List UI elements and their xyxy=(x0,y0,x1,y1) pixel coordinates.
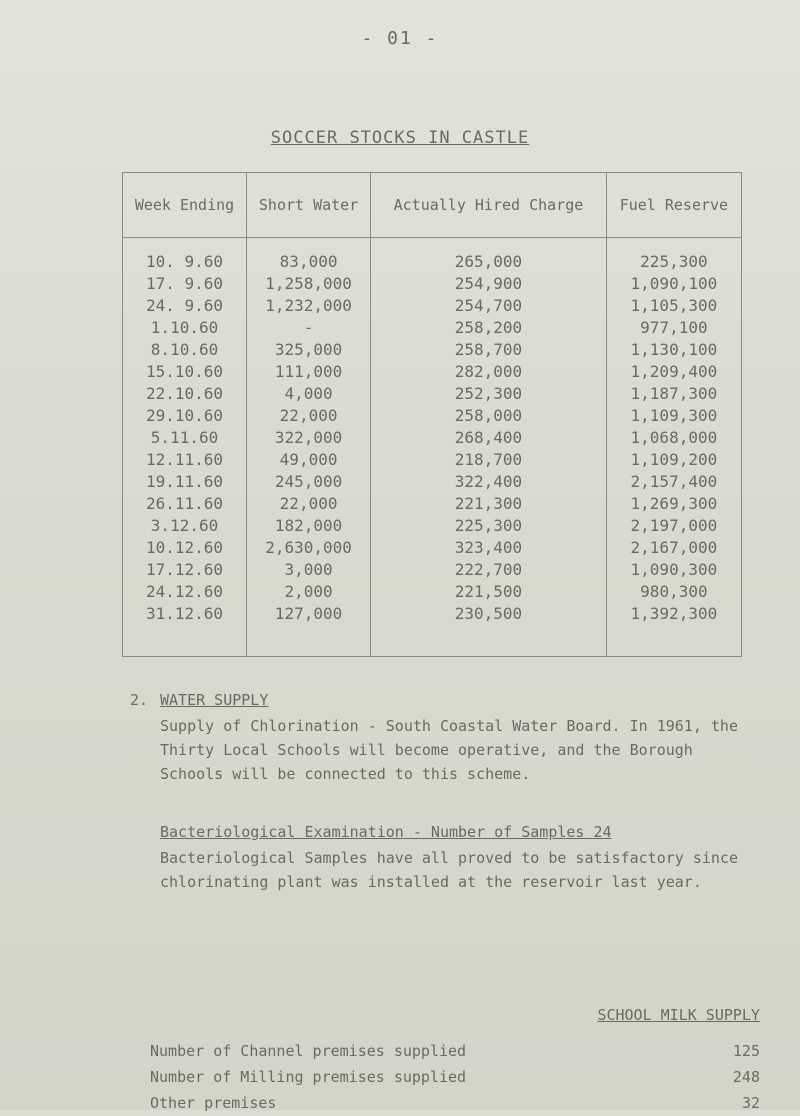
table-cell: 265,000 xyxy=(371,238,607,275)
table-cell: 268,400 xyxy=(371,428,607,450)
table-cell: 1,068,000 xyxy=(606,428,741,450)
table-cell: 222,700 xyxy=(371,560,607,582)
table-cell: 2,157,400 xyxy=(606,472,741,494)
section-number: 2. xyxy=(130,691,149,709)
table-row xyxy=(123,450,742,472)
table-cell: 31.12.60 xyxy=(123,604,247,626)
table-cell: 1,109,200 xyxy=(606,450,741,472)
page-number: - 01 - xyxy=(361,28,439,49)
table-cell: 49,000 xyxy=(247,450,371,472)
section-title: SCHOOL MILK SUPPLY xyxy=(597,1006,760,1024)
table-row xyxy=(123,362,742,384)
table-cell: 1,187,300 xyxy=(606,384,741,406)
table-cell: 1,258,000 xyxy=(247,274,371,296)
table-cell: 1,209,400 xyxy=(606,362,741,384)
table-cell: 282,000 xyxy=(371,362,607,384)
table-cell: 218,700 xyxy=(371,450,607,472)
section-title: WATER SUPPLY xyxy=(160,691,269,709)
table-row xyxy=(123,516,742,538)
table-cell: 221,300 xyxy=(371,494,607,516)
table-cell: 17. 9.60 xyxy=(123,274,247,296)
section-text: Bacteriological Samples have all proved to be satisfactory since chlorinating plant was installed at the reservoir last year. xyxy=(160,849,738,891)
table-cell: 24. 9.60 xyxy=(123,296,247,318)
table-row xyxy=(123,238,742,275)
data-table xyxy=(122,172,742,657)
table-cell: 322,400 xyxy=(371,472,607,494)
table-filler-row xyxy=(123,626,742,657)
table-cell: 254,700 xyxy=(371,296,607,318)
table-cell: 83,000 xyxy=(247,238,371,275)
table-cell: 29.10.60 xyxy=(123,406,247,428)
milk-rows xyxy=(150,1038,760,1116)
table-cell: 2,197,000 xyxy=(606,516,741,538)
table-cell: 22.10.60 xyxy=(123,384,247,406)
table-row xyxy=(123,494,742,516)
table-cell: 221,500 xyxy=(371,582,607,604)
table-row xyxy=(123,340,742,362)
section-bacteriological xyxy=(160,820,760,894)
table-cell: 1,269,300 xyxy=(606,494,741,516)
table-cell: 225,300 xyxy=(371,516,607,538)
table-cell: 5.11.60 xyxy=(123,428,247,450)
table-cell: 258,700 xyxy=(371,340,607,362)
table-cell: 254,900 xyxy=(371,274,607,296)
table-cell: 258,200 xyxy=(371,318,607,340)
table-cell: 1,232,000 xyxy=(247,296,371,318)
table-cell: 127,000 xyxy=(247,604,371,626)
table-cell: 2,630,000 xyxy=(247,538,371,560)
table-row xyxy=(123,582,742,604)
table-cell: 19.11.60 xyxy=(123,472,247,494)
table-cell: 24.12.60 xyxy=(123,582,247,604)
table-cell: 15.10.60 xyxy=(123,362,247,384)
column-header: Short Water xyxy=(247,173,371,238)
table-cell: 4,000 xyxy=(247,384,371,406)
table-header-row xyxy=(123,173,742,238)
table-cell: 111,000 xyxy=(247,362,371,384)
list-item xyxy=(150,1038,760,1064)
table-row xyxy=(123,406,742,428)
section-milk-supply xyxy=(150,1002,760,1116)
table-cell: 225,300 xyxy=(606,238,741,275)
table-cell: 3.12.60 xyxy=(123,516,247,538)
table-cell: 323,400 xyxy=(371,538,607,560)
table-row xyxy=(123,384,742,406)
table-cell: 22,000 xyxy=(247,406,371,428)
item-label: Number of Channel premises supplied xyxy=(150,1042,467,1060)
table-cell: 230,500 xyxy=(371,604,607,626)
column-header: Week Ending xyxy=(123,173,247,238)
table-row xyxy=(123,604,742,626)
table-row xyxy=(123,318,742,340)
table-cell: 977,100 xyxy=(606,318,741,340)
table-cell: 10.12.60 xyxy=(123,538,247,560)
list-item xyxy=(150,1064,760,1090)
item-value: 125 xyxy=(732,1042,760,1060)
item-label: Other premises xyxy=(150,1094,277,1112)
table-cell: - xyxy=(247,318,371,340)
table-cell: 17.12.60 xyxy=(123,560,247,582)
section-title: Bacteriological Examination - Number of Samples 24 xyxy=(160,823,612,841)
table-cell: 182,000 xyxy=(247,516,371,538)
table-cell: 8.10.60 xyxy=(123,340,247,362)
column-header: Fuel Reserve xyxy=(606,173,741,238)
table-cell: 2,000 xyxy=(247,582,371,604)
item-label: Number of Milling premises supplied xyxy=(150,1068,467,1086)
table-cell: 325,000 xyxy=(247,340,371,362)
table-cell: 12.11.60 xyxy=(123,450,247,472)
table-cell: 26.11.60 xyxy=(123,494,247,516)
table-cell: 1,090,100 xyxy=(606,274,741,296)
table-cell: 1,130,100 xyxy=(606,340,741,362)
table-cell: 10. 9.60 xyxy=(123,238,247,275)
table-row xyxy=(123,538,742,560)
table-cell: 980,300 xyxy=(606,582,741,604)
table-body xyxy=(123,238,742,657)
table-row xyxy=(123,274,742,296)
section-text: Supply of Chlorination - South Coastal Water Board. In 1961, the Thirty Local Schools will become operative, and the Borough Schools will be connected to this scheme. xyxy=(160,717,738,783)
section-water-supply xyxy=(130,688,760,786)
item-value: 32 xyxy=(741,1094,760,1112)
table-cell: 258,000 xyxy=(371,406,607,428)
table-cell: 1,090,300 xyxy=(606,560,741,582)
table-cell: 3,000 xyxy=(247,560,371,582)
list-item xyxy=(150,1090,760,1116)
table-cell: 22,000 xyxy=(247,494,371,516)
table-cell: 322,000 xyxy=(247,428,371,450)
table-row xyxy=(123,428,742,450)
column-header: Actually Hired Charge xyxy=(371,173,607,238)
table-cell: 1,105,300 xyxy=(606,296,741,318)
table-cell: 2,167,000 xyxy=(606,538,741,560)
table-row xyxy=(123,472,742,494)
table-row xyxy=(123,296,742,318)
table-cell: 252,300 xyxy=(371,384,607,406)
table-cell: 1,392,300 xyxy=(606,604,741,626)
table-cell: 1.10.60 xyxy=(123,318,247,340)
table-row xyxy=(123,560,742,582)
page-heading: SOCCER STOCKS IN CASTLE xyxy=(270,128,530,148)
item-value: 248 xyxy=(732,1068,760,1086)
table-cell: 245,000 xyxy=(247,472,371,494)
table-cell: 1,109,300 xyxy=(606,406,741,428)
